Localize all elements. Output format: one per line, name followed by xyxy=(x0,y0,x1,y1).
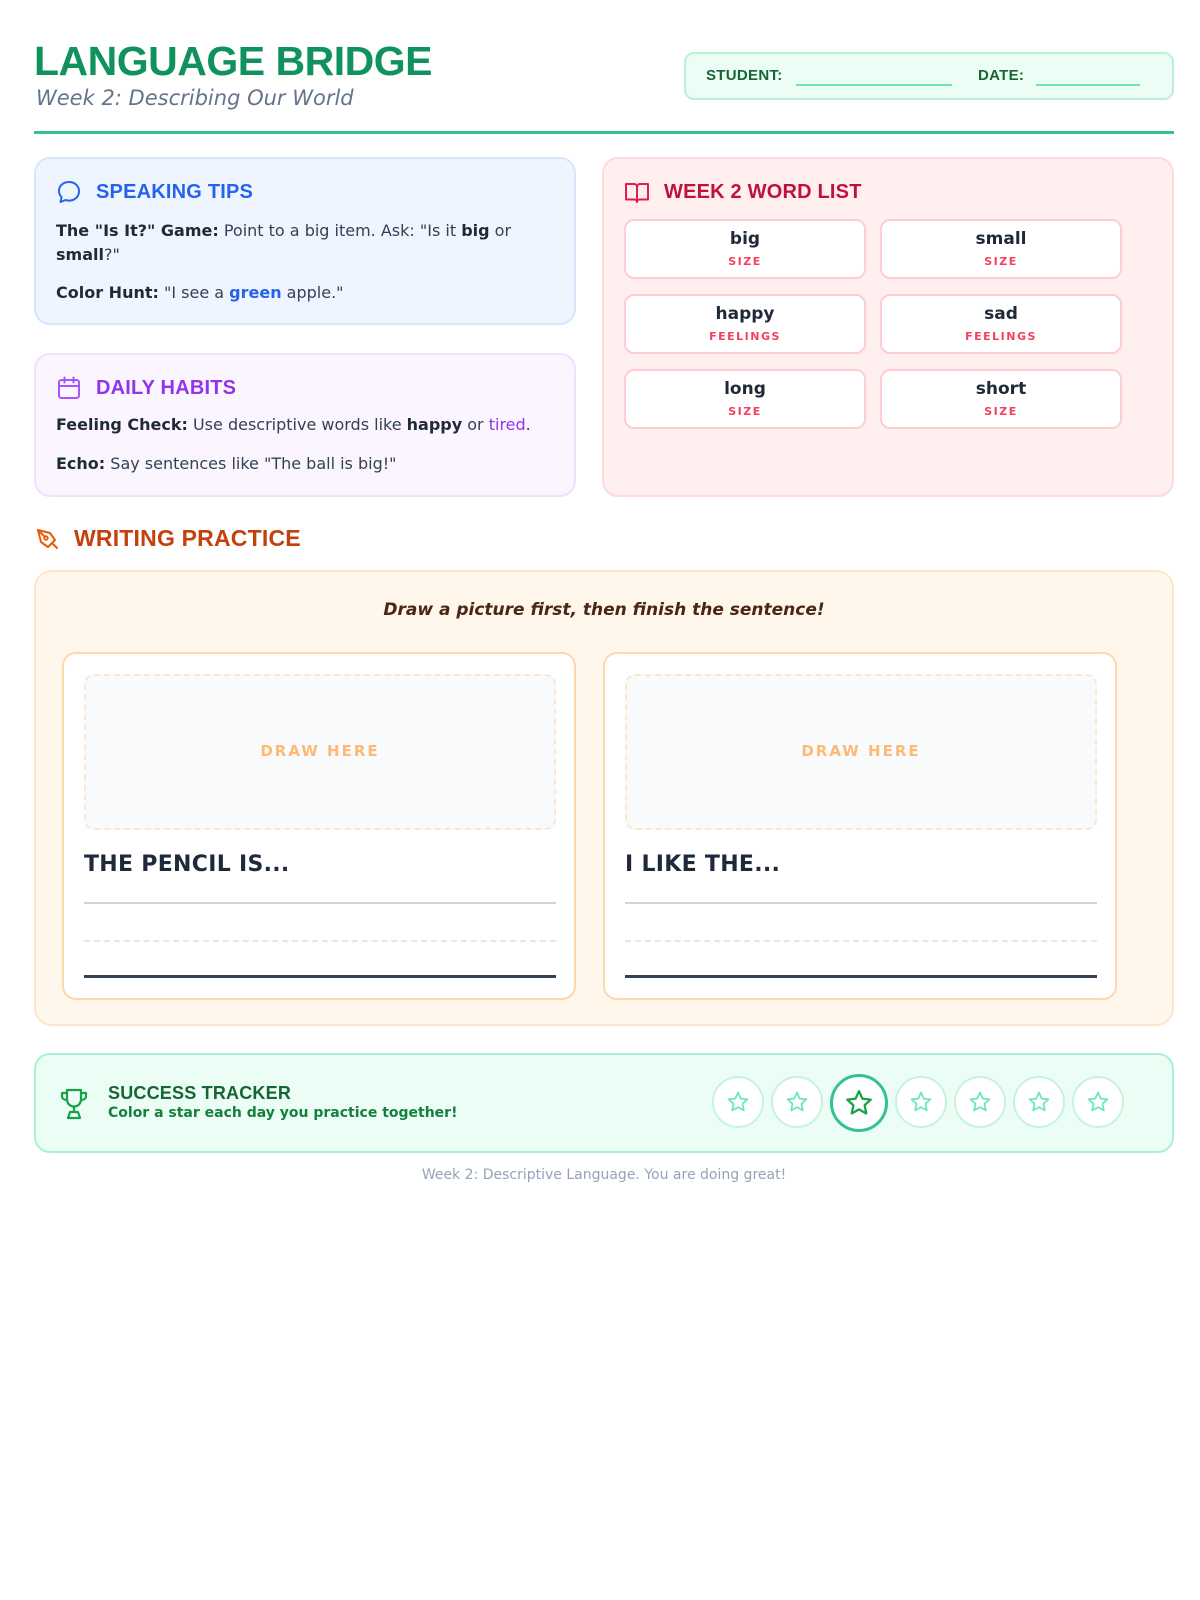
writing-guide-line xyxy=(84,940,556,942)
star-icon xyxy=(968,1090,992,1114)
tracker-title: SUCCESS TRACKER xyxy=(108,1083,292,1103)
daily-habits-title: DAILY HABITS xyxy=(96,376,237,399)
trophy-icon xyxy=(58,1087,90,1121)
writing-practice-box xyxy=(34,570,1174,1026)
word: short xyxy=(975,379,1027,399)
sentence-card xyxy=(62,652,576,1000)
writing-practice-title: WRITING PRACTICE xyxy=(74,525,301,551)
draw-area[interactable] xyxy=(625,674,1097,830)
tip-is-it-game xyxy=(56,219,556,267)
calendar-icon xyxy=(56,375,82,401)
tip-text: Point to a big item. Ask: "Is it xyxy=(218,221,462,240)
word-category: SIZE xyxy=(728,405,762,418)
writing-line[interactable] xyxy=(625,902,1097,904)
habit-echo xyxy=(56,452,397,476)
daily-habits-header xyxy=(56,375,236,401)
word-category: FEELINGS xyxy=(709,330,781,343)
speaking-tips-title: SPEAKING TIPS xyxy=(96,180,254,203)
star-circle[interactable] xyxy=(1013,1076,1065,1128)
habit-label: Echo: xyxy=(56,454,106,473)
page-subtitle: Week 2: Describing Our World xyxy=(36,86,354,110)
tip-keyword: green xyxy=(229,283,282,302)
tip-keyword: big xyxy=(461,221,490,240)
daily-habits-card xyxy=(34,353,576,497)
star-icon xyxy=(1086,1090,1110,1114)
word-category: FEELINGS xyxy=(965,330,1037,343)
habit-feeling-check xyxy=(56,413,531,437)
draw-area[interactable] xyxy=(84,674,556,830)
star-circle[interactable] xyxy=(895,1076,947,1128)
star-icon xyxy=(909,1090,933,1114)
word: happy xyxy=(715,304,775,324)
date-field[interactable] xyxy=(1036,84,1140,86)
sentence-prompt: THE PENCIL IS... xyxy=(84,852,290,877)
success-tracker xyxy=(34,1053,1174,1153)
writing-guide-line xyxy=(625,940,1097,942)
tip-label: The "Is It?" Game: xyxy=(56,221,219,240)
star-icon xyxy=(844,1088,874,1118)
word-list-card xyxy=(602,157,1174,497)
sentence-card xyxy=(603,652,1117,1000)
habit-text: . xyxy=(525,415,531,434)
word-card xyxy=(880,369,1122,429)
word-card xyxy=(624,294,866,354)
sentence-prompt: I LIKE THE... xyxy=(625,852,781,877)
speaking-tips-header xyxy=(56,179,253,205)
writing-practice-header xyxy=(34,525,301,552)
star-circle[interactable] xyxy=(830,1074,888,1132)
word-card xyxy=(880,219,1122,279)
tip-keyword: small xyxy=(56,245,104,264)
tracker-subtitle: Color a star each day you practice together! xyxy=(108,1105,458,1121)
star-circle[interactable] xyxy=(712,1076,764,1128)
word: sad xyxy=(984,304,1018,324)
student-label: STUDENT: xyxy=(706,67,783,84)
draw-here-label: DRAW HERE xyxy=(260,742,380,760)
tip-color-hunt xyxy=(56,281,344,305)
habit-text: or xyxy=(462,415,489,434)
habit-text: Say sentences like "The ball is big!" xyxy=(105,454,397,473)
writing-line[interactable] xyxy=(84,902,556,904)
speaking-tips-card xyxy=(34,157,576,325)
writing-baseline[interactable] xyxy=(625,975,1097,978)
tip-label: Color Hunt: xyxy=(56,283,159,302)
tip-text: "I see a xyxy=(158,283,230,302)
habit-keyword: tired xyxy=(488,415,526,434)
habit-label: Feeling Check: xyxy=(56,415,188,434)
chat-bubble-icon xyxy=(56,179,82,205)
habit-text: Use descriptive words like xyxy=(187,415,407,434)
student-info-box xyxy=(684,52,1174,100)
word-card xyxy=(624,369,866,429)
date-label: DATE: xyxy=(978,67,1025,84)
star-circle[interactable] xyxy=(771,1076,823,1128)
book-open-icon xyxy=(624,179,650,205)
word-category: SIZE xyxy=(728,255,762,268)
star-icon xyxy=(726,1090,750,1114)
word: big xyxy=(729,229,761,249)
worksheet-header xyxy=(34,34,1174,134)
star-circle[interactable] xyxy=(1072,1076,1124,1128)
star-icon xyxy=(1027,1090,1051,1114)
word: small xyxy=(975,229,1027,249)
writing-baseline[interactable] xyxy=(84,975,556,978)
habit-keyword: happy xyxy=(406,415,463,434)
star-circle[interactable] xyxy=(954,1076,1006,1128)
word-list-title: WEEK 2 WORD LIST xyxy=(664,180,862,203)
tip-text: ?" xyxy=(103,245,120,264)
word-list-header xyxy=(624,179,862,205)
star-icon xyxy=(785,1090,809,1114)
word: long xyxy=(724,379,766,399)
word-card xyxy=(880,294,1122,354)
draw-here-label: DRAW HERE xyxy=(801,742,921,760)
pen-tool-icon xyxy=(34,526,60,552)
footer-note: Week 2: Descriptive Language. You are doing great! xyxy=(421,1167,787,1183)
page-title: LANGUAGE BRIDGE xyxy=(34,38,432,84)
word-card xyxy=(624,219,866,279)
tip-text: apple." xyxy=(281,283,344,302)
word-category: SIZE xyxy=(984,405,1018,418)
student-name-field[interactable] xyxy=(796,84,952,86)
writing-instruction: Draw a picture first, then finish the sentence! xyxy=(383,600,825,620)
word-category: SIZE xyxy=(984,255,1018,268)
tip-text: or xyxy=(489,221,512,240)
